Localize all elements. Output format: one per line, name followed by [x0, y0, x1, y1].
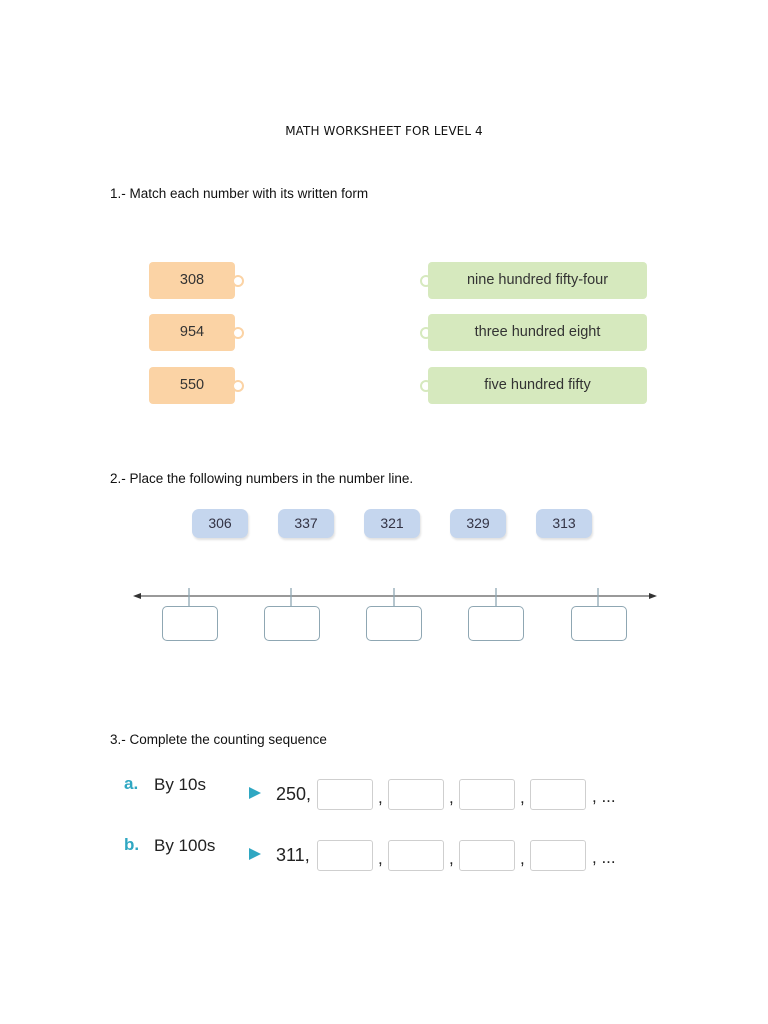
- number-line-answer-box[interactable]: [366, 606, 422, 641]
- word-tag-three-hundred-eight[interactable]: three hundred eight: [428, 314, 647, 351]
- number-chip[interactable]: 306: [192, 509, 248, 538]
- number-line-answer-box[interactable]: [264, 606, 320, 641]
- sequence-label: By 100s: [154, 836, 216, 855]
- sequence-answer-box[interactable]: [459, 840, 515, 871]
- connector-dot[interactable]: [232, 275, 244, 287]
- number-tag-550[interactable]: 550: [149, 367, 235, 404]
- number-line-answer-box[interactable]: [468, 606, 524, 641]
- sequence-start: 250,: [276, 784, 312, 804]
- sequence-label: By 10s: [154, 775, 206, 794]
- sequence-answer-box[interactable]: [459, 779, 515, 810]
- sequence-start: 311,: [276, 845, 310, 865]
- number-chip[interactable]: 329: [450, 509, 506, 538]
- sequence-separator: ,: [520, 849, 525, 868]
- word-tag-nine-hundred-fifty-four[interactable]: nine hundred fifty-four: [428, 262, 647, 299]
- sequence-separator: ,: [449, 849, 454, 868]
- number-tag-308[interactable]: 308: [149, 262, 235, 299]
- sequence-answer-box[interactable]: [530, 840, 586, 871]
- sequence-letter: a.: [124, 774, 139, 793]
- connector-dot[interactable]: [232, 327, 244, 339]
- sequence-answer-box[interactable]: [388, 779, 444, 810]
- sequence-separator: ,: [449, 788, 454, 807]
- question-1-prompt: 1.- Match each number with its written form: [110, 186, 369, 201]
- question-2-prompt: 2.- Place the following numbers in the number line.: [110, 471, 414, 486]
- sequence-answer-box[interactable]: [317, 779, 373, 810]
- sequence-ellipsis: , ...: [592, 787, 616, 806]
- number-chip[interactable]: 337: [278, 509, 334, 538]
- sequence-separator: ,: [378, 849, 383, 868]
- number-tag-954[interactable]: 954: [149, 314, 235, 351]
- question-3-prompt: 3.- Complete the counting sequence: [110, 732, 327, 747]
- connector-dot[interactable]: [232, 380, 244, 392]
- number-line-answer-box[interactable]: [571, 606, 627, 641]
- sequence-answer-box[interactable]: [317, 840, 373, 871]
- sequence-separator: ,: [520, 788, 525, 807]
- number-chip[interactable]: 313: [536, 509, 592, 538]
- worksheet-title: MATH WORKSHEET FOR LEVEL 4: [285, 124, 483, 138]
- sequence-answer-box[interactable]: [530, 779, 586, 810]
- sequence-letter: b.: [124, 835, 140, 854]
- number-line-answer-box[interactable]: [162, 606, 218, 641]
- play-arrow-icon: [249, 848, 261, 860]
- sequence-answer-box[interactable]: [388, 840, 444, 871]
- sequence-ellipsis: , ...: [592, 848, 616, 867]
- play-arrow-icon: [249, 787, 261, 799]
- word-tag-five-hundred-fifty[interactable]: five hundred fifty: [428, 367, 647, 404]
- sequence-separator: ,: [378, 788, 383, 807]
- number-chip[interactable]: 321: [364, 509, 420, 538]
